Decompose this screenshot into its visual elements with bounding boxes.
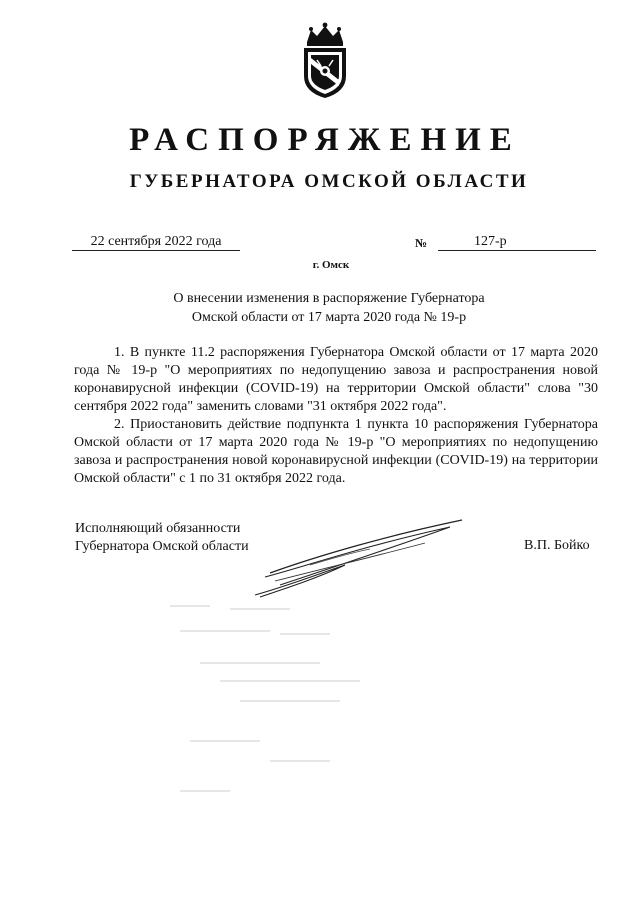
document-body <box>74 344 598 488</box>
signer-name: В.П. Бойко <box>524 538 590 553</box>
document-city: г. Омск <box>312 259 350 271</box>
signer-position-line-2: Губернатора Омской области <box>75 539 249 554</box>
document-number-field <box>438 233 596 251</box>
handwritten-signature <box>250 515 470 600</box>
document-number: 127-р <box>474 234 507 249</box>
document-subject <box>120 289 538 327</box>
coat-of-arms-emblem <box>297 20 353 100</box>
body-paragraph-1: 1. В пункте 11.2 распоряжения Губернатора Омской области от 17 марта 2020 года № 19-р "О мероприятиях по недопущению завоза и распространения новой коронавирусной инфекции (COVID-19) на территории Омской области" слова "30 сентября 2022 года" заменить словами "31 октября 2022 года". <box>74 345 598 414</box>
number-sign: № <box>415 236 428 250</box>
subject-line-2: Омской области от 17 марта 2020 года № 19-р <box>191 310 467 325</box>
document-title: РАСПОРЯЖЕНИЕ <box>129 122 521 158</box>
document-date: 22 сентября 2022 года <box>72 233 240 251</box>
signer-position <box>75 520 249 556</box>
scan-noise <box>160 600 460 820</box>
document-subtitle: ГУБЕРНАТОРА ОМСКОЙ ОБЛАСТИ <box>129 171 529 192</box>
subject-line-1: О внесении изменения в распоряжение Губернатора <box>173 291 485 306</box>
body-paragraph-2: 2. Приостановить действие подпункта 1 пункта 10 распоряжения Губернатора Омской области от 17 марта 2020 года № 19-р "О мероприятиях по недопущению завоза и распространения новой коронавирусной инфекции (COVID-19) на территории Омской области" с 1 по 31 октября 2022 года. <box>74 417 598 486</box>
signer-position-line-1: Исполняющий обязанности <box>75 521 241 536</box>
